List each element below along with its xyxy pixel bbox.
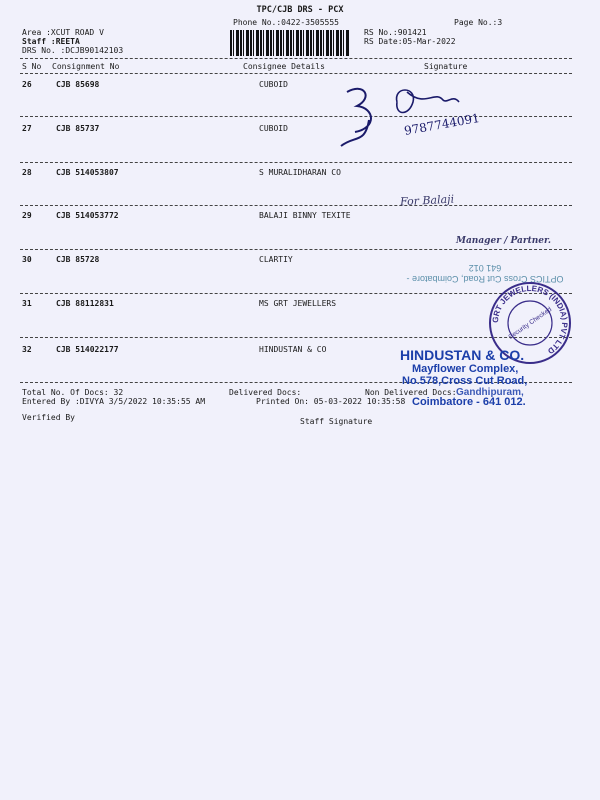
- row-consignment-no: CJB 85728: [56, 255, 100, 264]
- row-sno: 30: [22, 255, 32, 264]
- rs-number: RS No.:901421: [364, 28, 427, 37]
- verified-by: Verified By: [22, 413, 75, 422]
- grt-ring-text: GRT JEWELLERS (INDIA) PVT LTD: [490, 283, 570, 356]
- row-consignment-no: CJB 88112831: [56, 299, 114, 308]
- manager-partner-stamp: Manager / Partner.: [456, 236, 552, 246]
- barcode-image: [230, 30, 350, 56]
- page-number: Page No.:3: [454, 18, 503, 27]
- row-consignee: CUBOID: [259, 124, 288, 133]
- rs-date: RS Date:05-Mar-2022: [364, 37, 456, 46]
- hindustan-stamp-line4: Gandhipuram,: [456, 387, 524, 398]
- row-consignee: CUBOID: [259, 80, 288, 89]
- col-header-consignee: Consignee Details: [243, 62, 325, 71]
- header-divider-top: [20, 58, 572, 59]
- row-consignment-no: CJB 514053807: [56, 168, 119, 177]
- row-sno: 32: [22, 345, 32, 354]
- handwritten-signature: [335, 80, 500, 155]
- for-balaji-stamp: For Balaji: [399, 192, 455, 209]
- row-consignment-no: CJB 85698: [56, 80, 100, 89]
- grt-center-text: Security Checked: [507, 305, 554, 341]
- hindustan-stamp-line3: No.578,Cross Cut Road,: [402, 375, 528, 387]
- row-sno: 26: [22, 80, 32, 89]
- staff-label: Staff :REETA: [22, 37, 80, 46]
- col-header-signature: Signature: [424, 62, 468, 71]
- signature-phone-text: 9787744091: [403, 110, 481, 138]
- hindustan-stamp-line5: Coimbatore - 641 012.: [412, 396, 526, 408]
- total-docs: Total No. Of Docs: 32: [22, 388, 124, 397]
- row-divider: [20, 162, 572, 163]
- row-consignee: HINDUSTAN & CO: [259, 345, 327, 354]
- row-consignee: MS GRT JEWELLERS: [259, 299, 337, 308]
- document-title: TPC/CJB DRS - PCX: [256, 5, 344, 15]
- col-header-consignment: Consignment No: [52, 62, 120, 71]
- row-sno: 31: [22, 299, 32, 308]
- non-delivered-docs: Non Delivered Docs:: [365, 388, 457, 397]
- optics-stamp: OPTICS Cross Cut Road, Coimbatore - 641 012: [406, 263, 564, 284]
- entered-by: Entered By :DIVYA 3/5/2022 10:35:55 AM: [22, 397, 206, 406]
- row-sno: 28: [22, 168, 32, 177]
- delivered-docs: Delivered Docs:: [229, 388, 302, 397]
- staff-signature: Staff Signature: [300, 417, 373, 426]
- row-consignee: BALAJI BINNY TEXITE: [259, 211, 351, 220]
- row-sno: 27: [22, 124, 32, 133]
- row-consignee: CLARTIY: [259, 255, 293, 264]
- drs-number: DRS No. :DCJB90142103: [22, 46, 124, 55]
- row-consignee: S MURALIDHARAN CO: [259, 168, 341, 177]
- row-consignment-no: CJB 514022177: [56, 345, 119, 354]
- printed-on: Printed On: 05-03-2022 10:35:58: [256, 397, 406, 406]
- header-divider-bottom: [20, 73, 572, 74]
- area-label: Area :XCUT ROAD V: [22, 28, 104, 37]
- col-header-sno: S No: [22, 62, 42, 71]
- row-divider: [20, 205, 572, 206]
- row-sno: 29: [22, 211, 32, 220]
- hindustan-stamp-line2: Mayflower Complex,: [412, 363, 519, 375]
- row-consignment-no: CJB 514053772: [56, 211, 119, 220]
- row-divider: [20, 249, 572, 250]
- row-consignment-no: CJB 85737: [56, 124, 100, 133]
- hindustan-stamp-name: HINDUSTAN & CO.: [400, 347, 525, 363]
- phone-number: Phone No.:0422-3505555: [233, 18, 339, 27]
